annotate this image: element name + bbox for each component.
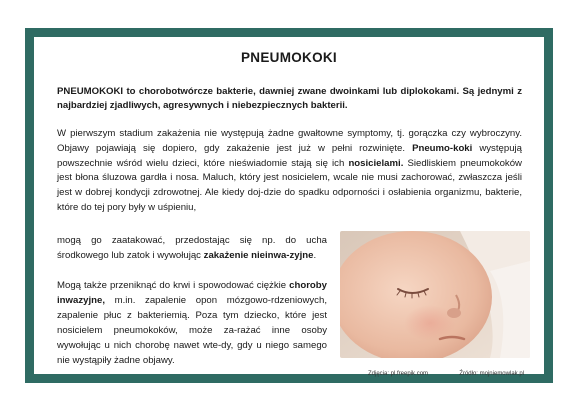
bold-term: Pneumo-koki bbox=[412, 142, 473, 154]
page-title: PNEUMOKOKI bbox=[240, 50, 337, 65]
text: W pierwszym stadium zakażenia nie występują żadne gwałtowne symptomy, tj. gorączka czy wybroczyny. Objawy pojawiają się dopiero, gdy zakażenie jest już w pełni rozwinięte. bbox=[57, 128, 522, 154]
page-frame bbox=[25, 28, 553, 383]
text: Mogą także przeniknąć do krwi i spowodować ciężkie bbox=[57, 280, 290, 291]
text: występują powszechnie wśród wielu dzieci, które nieświadomie stają się ich bbox=[57, 142, 522, 169]
body-paragraph-2 bbox=[57, 278, 327, 368]
text: . bbox=[313, 249, 317, 261]
bold-term: choroby inwazyjne, bbox=[57, 280, 327, 306]
bold-term: zakażenie nieinwa-zyjne bbox=[203, 249, 314, 261]
sleeping-baby-photo bbox=[340, 231, 530, 358]
text: mogą go zaatakować, przedostając się np. do ucha środkowego lub zatok i wywołując bbox=[57, 235, 327, 261]
source-credit: Źródło: mojniemowlak.pl bbox=[459, 371, 524, 377]
body-paragraph-1 bbox=[57, 127, 522, 216]
photo-credit: Zdjęcia: pl.freepik.com bbox=[368, 371, 429, 377]
lead-text: to chorobotwórcze bakterie, dawniej zwane dwoinkami lub diplokokami. Są jednymi z najbardziej zjadliwych, agresywnych i niebezpiecznych bakterii. bbox=[57, 86, 522, 111]
body-paragraph-1-continued bbox=[57, 234, 327, 264]
text: Siedliskiem pneumokoków jest błona śluzowa gardła i nosa. Maluch, który jest nosicielem, wcale nie musi zachorować, zwłaszcza jeśli jest w dobrej kondycji zdrowotnej. Ale kiedy doj-dzie do spadku odporności i osłabienia organizmu, bakterie, które do tej pory były w uśpieniu, bbox=[57, 157, 522, 213]
lead-term: PNEUMOKOKI bbox=[57, 86, 124, 97]
bold-term: nosicielami. bbox=[348, 157, 404, 169]
text: m.in. zapalenie opon mózgowo-rdzeniowych, zapalenie płuc z bakteriemią. Poza tym dziecko, które jest nosicielem pneumokoków, może za-rażać inne osoby wywołując u nich chorobę nawet wte-dy, gdy u niego samego nie wystąpiły żadne objawy. bbox=[57, 295, 327, 366]
lead-paragraph bbox=[57, 85, 522, 113]
